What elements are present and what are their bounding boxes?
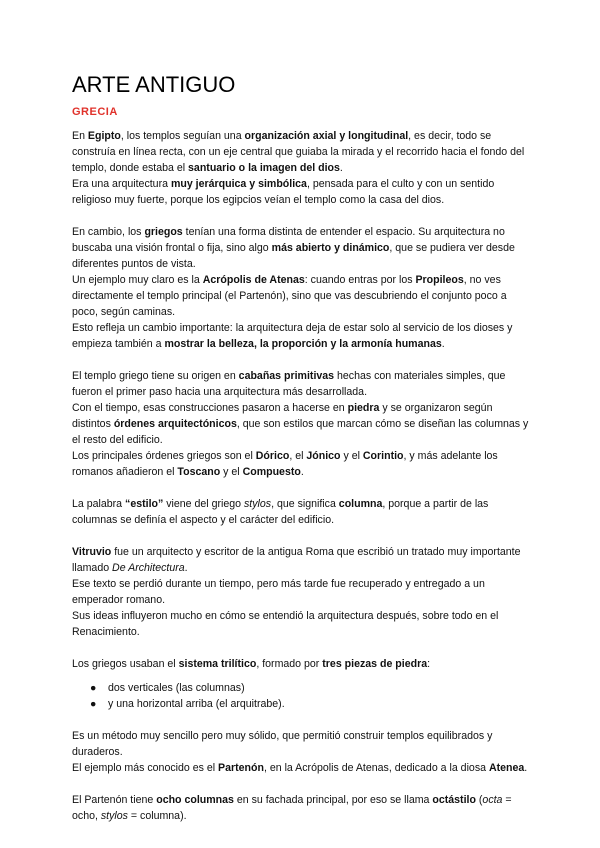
list-item: ● dos verticales (las columnas) [90,682,245,694]
paragraph-griegos: En cambio, los griegos tenían una forma distinta de entender el espacio. Su arquitectura no buscaba una visión frontal o fija, sino algo más abierto y dinámico, que se pudiera ver desde diferentes puntos de vista. Un ejemplo muy claro es la Acrópolis de Atenas: cuando entras por los Propileos, no ves directamente el templo principal (el Partenón), sino que vas descubriendo el conjunto poco a poco, según caminas. Esto refleja un cambio importante: la arquitectura deja de estar solo al servicio de los dioses y empieza también a mostrar la belleza, la proporción y la armonía humanas. [72,226,515,350]
paragraph-partenon: El Partenón tiene ocho columnas en su fachada principal, por eso se llama octástilo (octa = ocho, stylos = columna). [72,794,512,822]
document-title: ARTE ANTIGUO [72,72,236,97]
document-body [72,128,530,840]
paragraph-templo-origen: El templo griego tiene su origen en cabañas primitivas hechas con materiales simples, que fueron el primer paso hacia una arquitectura más desarrollada. Con el tiempo, esas construcciones pasaron a hacerse en piedra y se organizaron según distintos órdenes arquitectónicos, que son estilos que marcan cómo se diseñan las columnas y el resto del edificio. Los principales órdenes griegos son el Dórico, el Jónico y el Corintio, y más adelante los romanos añadieron el Toscano y el Compuesto. [72,370,529,478]
paragraph-egipto: En Egipto, los templos seguían una organización axial y longitudinal, es decir, todo se construía en línea recta, con un eje central que guiaba la mirada y el recorrido hacia el fondo del templo, donde estaba el santuario o la imagen del dios. Era una arquitectura muy jerárquica y simbólica, pensada para el culto y con un sentido religioso muy fuerte, porque los egipcios veían el templo como la casa del dios. [72,130,525,206]
bullet-list [72,680,530,712]
paragraph-sistema-trilitico: Los griegos usaban el sistema trilítico, formado por tres piezas de piedra: [72,658,431,670]
list-item: ● y una horizontal arriba (el arquitrabe). [90,698,285,710]
bullet-icon: ● [90,682,97,694]
paragraph-metodo: Es un método muy sencillo pero muy sólido, que permitió construir templos equilibrados y duraderos. El ejemplo más conocido es el Partenón, en la Acrópolis de Atenas, dedicado a la diosa Atenea. [72,730,528,774]
paragraph-vitruvio: Vitruvio fue un arquitecto y escritor de la antigua Roma que escribió un tratado muy importante llamado De Architectura. Ese texto se perdió durante un tiempo, pero más tarde fue recuperado y entregado a un emperador romano. Sus ideas influyeron mucho en cómo se entendió la arquitectura después, sobre todo en el Renacimiento. [72,546,521,638]
paragraph-estilo: La palabra “estilo” viene del griego stylos, que significa columna, porque a partir de las columnas se definía el aspecto y el carácter del edificio. [72,498,489,526]
bullet-icon: ● [90,698,97,710]
section-subtitle: GRECIA [72,106,118,118]
